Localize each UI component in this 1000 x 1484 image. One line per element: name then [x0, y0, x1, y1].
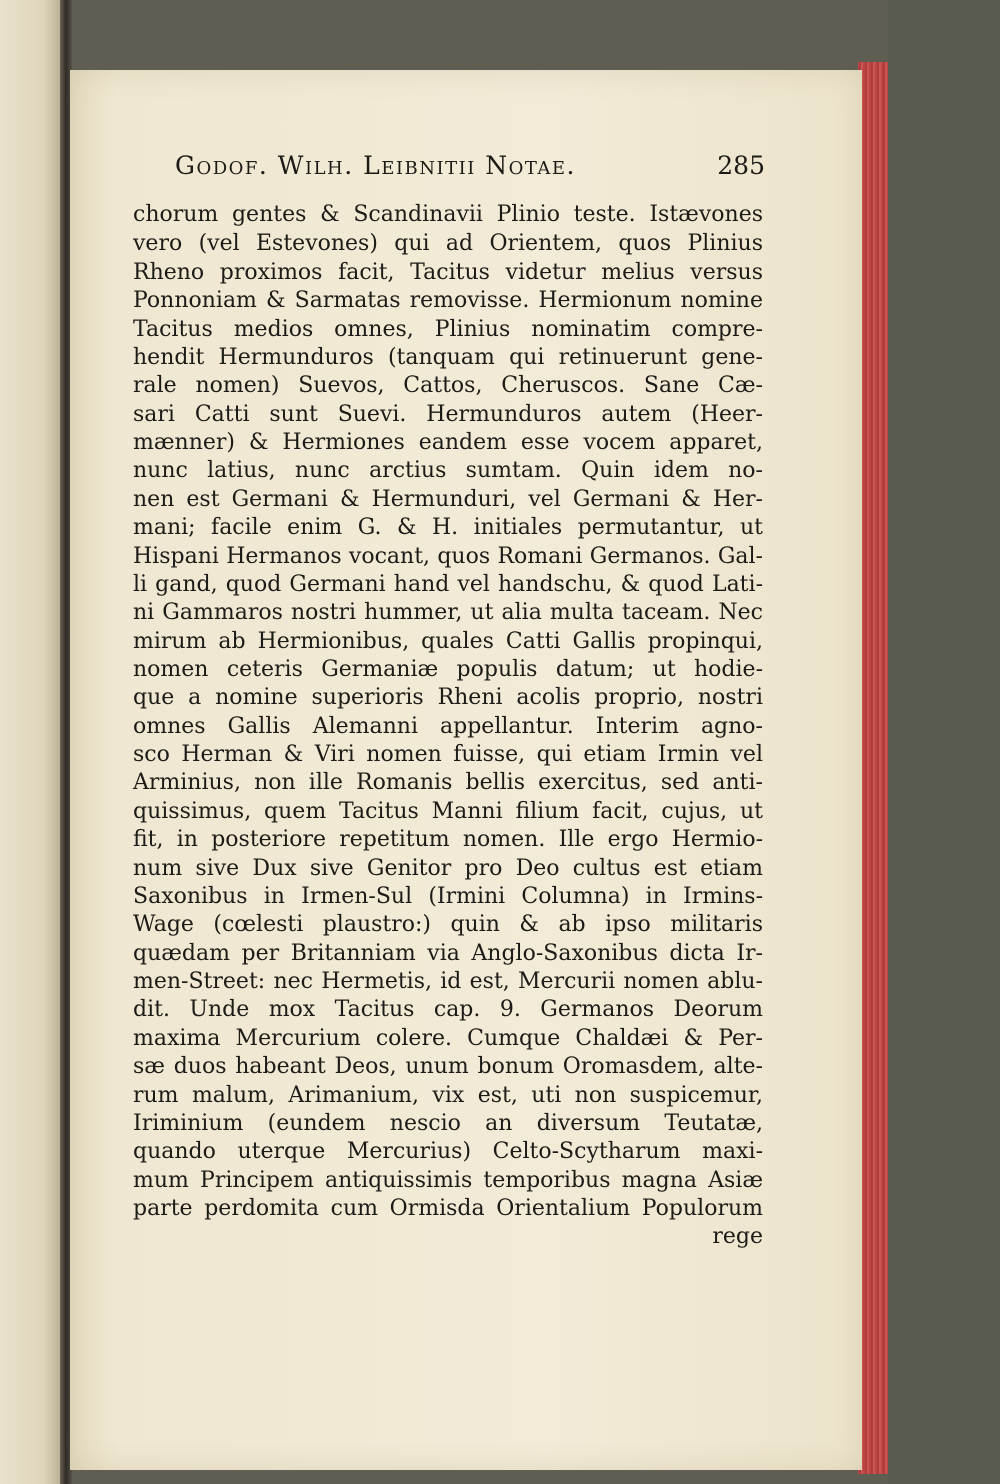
- running-title: Godof. Wilh. Leibnitii Notae.: [175, 151, 577, 180]
- text-line-20: sco Herman & Viri nomen fuisse, qui etiam Irmin vel: [133, 742, 763, 767]
- text-line-9: mænner) & Hermiones eandem esse vocem apparet,: [133, 430, 763, 455]
- text-line-17: nomen ceteris Germaniæ populis datum; ut hodie-: [133, 657, 763, 682]
- text-line-19: omnes Gallis Alemanni appellantur. Interim agno-: [133, 714, 763, 739]
- text-line-3: Rheno proximos facit, Tacitus videtur melius versus: [133, 260, 763, 285]
- text-line-36: parte perdomita cum Ormisda Orientalium Populorum: [133, 1196, 763, 1221]
- text-line-28: men-Street: nec Hermetis, id est, Mercurii nomen ablu-: [133, 969, 763, 994]
- text-line-1: chorum gentes & Scandinavii Plinio teste. Istævones: [133, 202, 763, 227]
- text-line-15: ni Gammaros nostri hummer, ut alia multa taceam. Nec: [133, 600, 763, 625]
- text-line-10: nunc latius, nunc arctius sumtam. Quin idem no-: [133, 458, 763, 483]
- text-line-18: que a nomine superioris Rheni acolis proprio, nostri: [133, 685, 763, 710]
- text-line-26: Wage (cœlesti plaustro:) quin & ab ipso militaris: [133, 912, 763, 937]
- text-line-4: Ponnoniam & Sarmatas removisse. Hermionum nomine: [133, 288, 763, 313]
- text-line-32: rum malum, Arimanium, vix est, uti non suspicemur,: [133, 1083, 763, 1108]
- text-line-24: num sive Dux sive Genitor pro Deo cultus est etiam: [133, 856, 763, 881]
- text-line-14: li gand, quod Germani hand vel handschu, & quod Lati-: [133, 572, 763, 597]
- text-line-22: quissimus, quem Tacitus Manni filium facit, cujus, ut: [133, 799, 763, 824]
- page-number: 285: [717, 151, 765, 180]
- text-line-13: Hispani Hermanos vocant, quos Romani Germanos. Gal-: [133, 544, 763, 569]
- text-line-8: sari Catti sunt Suevi. Hermunduros autem (Heer-: [133, 402, 763, 427]
- text-line-27: quædam per Britanniam via Anglo-Saxonibus dicta Ir-: [133, 941, 763, 966]
- text-line-35: mum Principem antiquissimis temporibus magna Asiæ: [133, 1168, 763, 1193]
- text-line-34: quando uterque Mercurius) Celto-Scytharum maxi-: [133, 1139, 763, 1164]
- text-line-2: vero (vel Estevones) qui ad Orientem, quos Plinius: [133, 231, 763, 256]
- text-line-16: mirum ab Hermionibus, quales Catti Gallis propinqui,: [133, 629, 763, 654]
- text-line-33: Iriminium (eundem nescio an diversum Teutatæ,: [133, 1111, 763, 1136]
- text-line-7: rale nomen) Suevos, Cattos, Cheruscos. Sane Cæ-: [133, 373, 763, 398]
- text-line-5: Tacitus medios omnes, Plinius nominatim compre-: [133, 317, 763, 342]
- catchword: rege: [712, 1224, 763, 1249]
- text-line-31: sæ duos habeant Deos, unum bonum Oromasdem, alte-: [133, 1054, 763, 1079]
- text-line-6: hendit Hermunduros (tanquam qui retinuerunt gene-: [133, 345, 763, 370]
- text-line-23: fit, in posteriore repetitum nomen. Ille ergo Hermio-: [133, 827, 763, 852]
- text-line-30: maxima Mercurium colere. Cumque Chaldæi & Per-: [133, 1026, 763, 1051]
- facing-page-edge: [0, 0, 62, 1484]
- text-line-21: Arminius, non ille Romanis bellis exercitus, sed anti-: [133, 770, 763, 795]
- text-line-29: dit. Unde mox Tacitus cap. 9. Germanos Deorum: [133, 997, 763, 1022]
- red-page-edges: [858, 62, 892, 1474]
- text-line-11: nen est Germani & Hermunduri, vel Germani & Her-: [133, 487, 763, 512]
- background-board: [888, 0, 1000, 1484]
- text-line-12: mani; facile enim G. & H. initiales permutantur, ut: [133, 515, 763, 540]
- running-head: [175, 148, 765, 184]
- text-line-25: Saxonibus in Irmen-Sul (Irmini Columna) in Irmins-: [133, 884, 763, 909]
